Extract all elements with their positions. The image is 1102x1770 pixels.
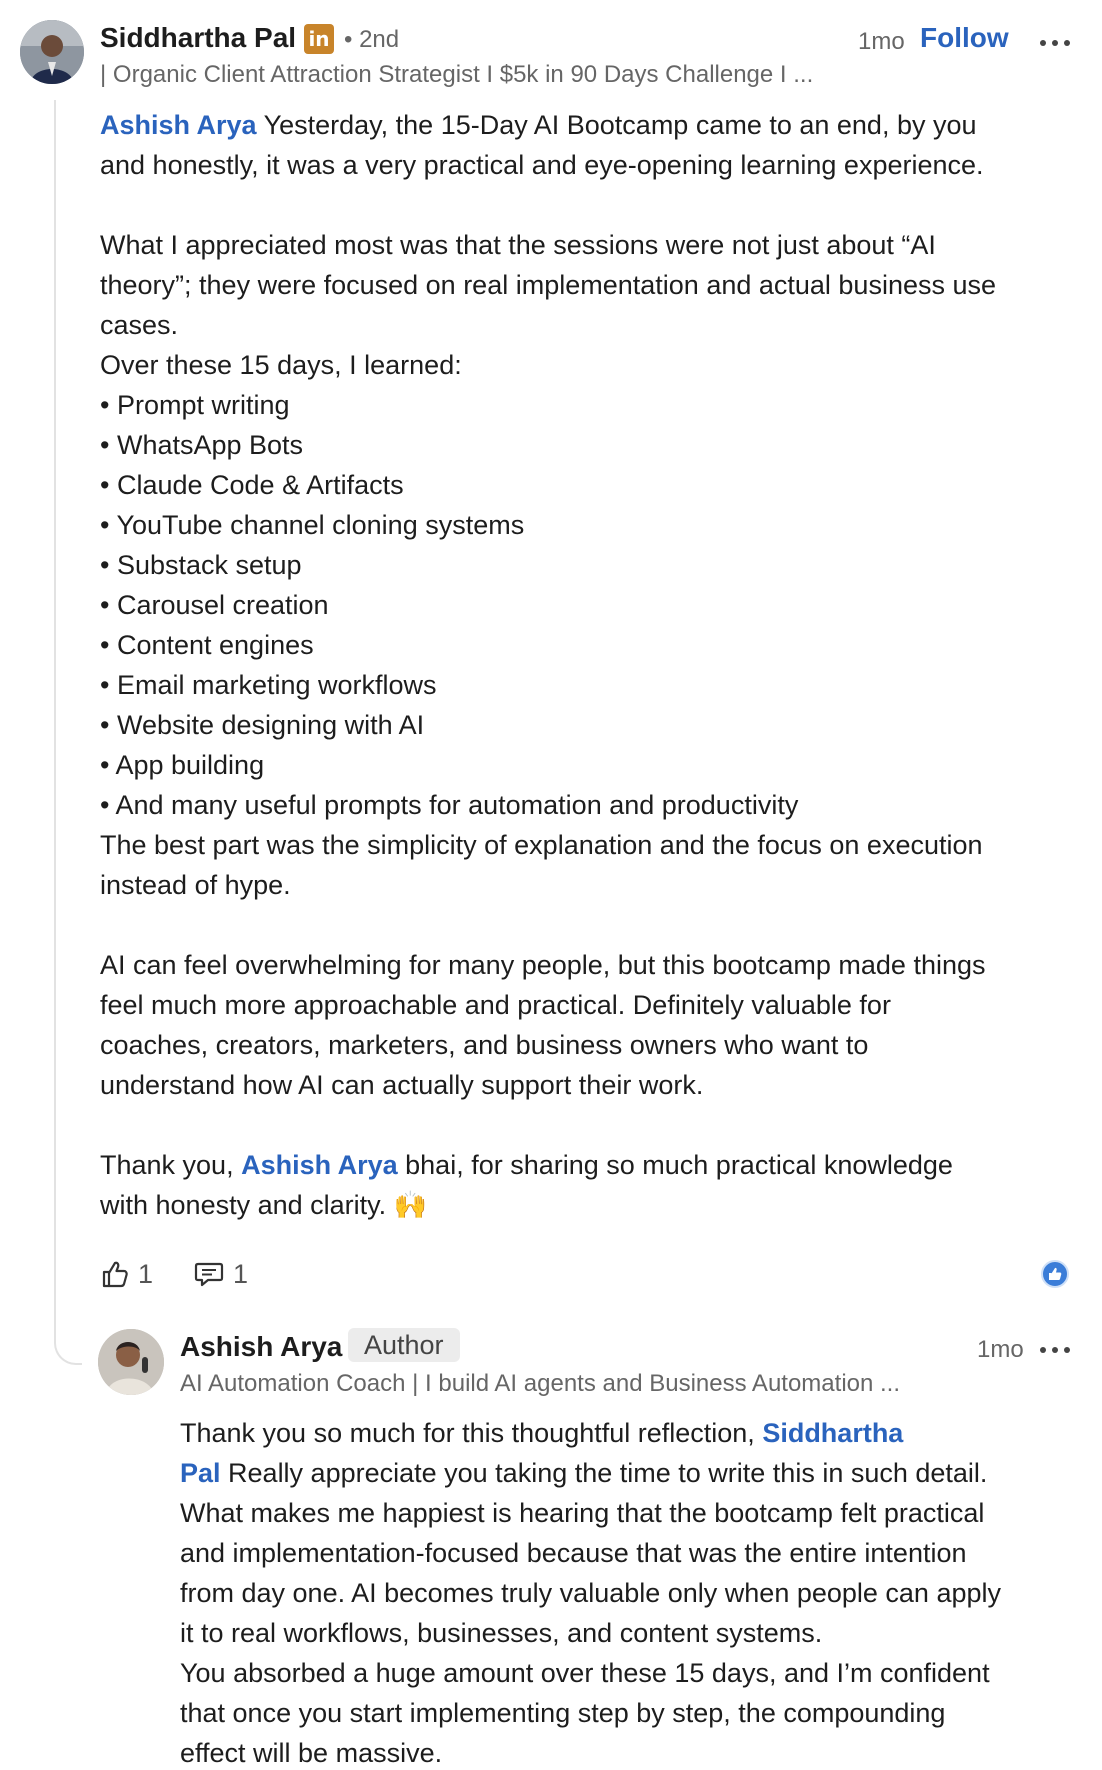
reply-timestamp: 1mo: [977, 1336, 1024, 1363]
bullet-item: • Claude Code & Artifacts: [100, 470, 404, 500]
thumbs-up-icon: [1047, 1266, 1063, 1282]
replier-headline: AI Automation Coach | I build AI agents and Business Automation ...: [180, 1370, 901, 1397]
more-options-icon[interactable]: [1040, 1345, 1070, 1355]
reply-line: it to real workflows, businesses, and content systems.: [180, 1618, 823, 1648]
reply-line: [180, 1453, 1090, 1493]
paragraph-gap: [100, 185, 1090, 225]
bullet-item: • WhatsApp Bots: [100, 430, 304, 460]
author-badge: Author: [348, 1328, 460, 1362]
reply-body: [180, 1413, 1090, 1770]
comment-actions: [100, 1254, 288, 1294]
bullet-item: • Prompt writing: [100, 390, 290, 420]
mention-link[interactable]: Siddhartha: [762, 1418, 904, 1448]
like-button[interactable]: [100, 1259, 153, 1290]
reply-text: Really appreciate you taking the time to write this in such detail.: [220, 1458, 988, 1488]
comment-line: The best part was the simplicity of explanation and the focus on execution: [100, 830, 983, 860]
reply-count: 1: [233, 1258, 249, 1289]
paragraph-gap: [100, 905, 1090, 945]
comment-line: cases.: [100, 310, 179, 340]
reply-line: [180, 1413, 1090, 1453]
replier-avatar[interactable]: [98, 1329, 164, 1395]
comment-line: instead of hype.: [100, 870, 291, 900]
bullet-item: • Email marketing workflows: [100, 670, 437, 700]
comment-text: Yesterday, the 15-Day AI Bootcamp came to an end, by you: [256, 110, 977, 140]
reply-line: You absorbed a huge amount over these 15 days, and I’m confident: [180, 1658, 990, 1688]
bullet-item: • Content engines: [100, 630, 314, 660]
connection-degree: • 2nd: [344, 26, 400, 53]
comment-text: bhai, for sharing so much practical knowledge: [397, 1150, 953, 1180]
reply-text: Thank you so much for this thoughtful reflection,: [180, 1418, 763, 1448]
like-reaction-icon[interactable]: [1041, 1260, 1069, 1288]
comment-icon: [193, 1259, 225, 1289]
comment-line: [100, 1145, 1090, 1185]
commenter-avatar[interactable]: [20, 20, 84, 84]
bullet-item: • And many useful prompts for automation and productivity: [100, 790, 799, 820]
thread-connector-line: [54, 100, 82, 1365]
reply-line: and implementation-focused because that was the entire intention: [180, 1538, 967, 1568]
comment-line: feel much more approachable and practical. Definitely valuable for: [100, 990, 891, 1020]
reply-button[interactable]: [193, 1259, 248, 1290]
bullet-item: • Website designing with AI: [100, 710, 425, 740]
comment-timestamp: 1mo: [858, 28, 905, 55]
comment-line: understand how AI can actually support their work.: [100, 1070, 704, 1100]
reply-line: What makes me happiest is hearing that the bootcamp felt practical: [180, 1498, 985, 1528]
comment-line: theory”; they were focused on real implementation and actual business use: [100, 270, 997, 300]
mention-link[interactable]: Ashish Arya: [100, 110, 257, 140]
comment-line: What I appreciated most was that the sessions were not just about “AI: [100, 230, 936, 260]
replier-name[interactable]: Ashish Arya: [180, 1331, 343, 1362]
avatar-photo-icon: [20, 20, 84, 84]
commenter-name[interactable]: Siddhartha Pal: [100, 22, 297, 53]
comment-line: [100, 105, 1090, 145]
mention-link[interactable]: Pal: [180, 1458, 221, 1488]
bullet-item: • Carousel creation: [100, 590, 329, 620]
like-count: 1: [138, 1258, 154, 1289]
comment-line: and honestly, it was a very practical and eye-opening learning experience.: [100, 150, 984, 180]
bullet-item: • YouTube channel cloning systems: [100, 510, 525, 540]
comment-body: [100, 105, 1090, 1225]
mention-link[interactable]: Ashish Arya: [241, 1150, 398, 1180]
more-options-icon[interactable]: [1040, 38, 1070, 48]
bullet-item: • Substack setup: [100, 550, 302, 580]
comment-text: Thank you,: [100, 1150, 242, 1180]
follow-button[interactable]: Follow: [920, 22, 1009, 53]
comment-line: with honesty and clarity. 🙌: [100, 1190, 428, 1220]
like-icon: [100, 1259, 130, 1289]
reply-line: that once you start implementing step by step, the compounding: [180, 1698, 946, 1728]
linkedin-icon: in: [304, 24, 334, 54]
reply-line: effect will be massive.: [180, 1738, 443, 1768]
avatar-photo-icon: [98, 1329, 164, 1395]
bullet-item: • App building: [100, 750, 265, 780]
comment-line: coaches, creators, marketers, and business owners who want to: [100, 1030, 869, 1060]
commenter-headline: | Organic Client Attraction Strategist I $5k in 90 Days Challenge I ...: [100, 61, 814, 88]
paragraph-gap: [100, 1105, 1090, 1145]
comment-line: Over these 15 days, I learned:: [100, 350, 462, 380]
comment-line: AI can feel overwhelming for many people, but this bootcamp made things: [100, 950, 986, 980]
reply-line: from day one. AI becomes truly valuable only when people can apply: [180, 1578, 1001, 1608]
